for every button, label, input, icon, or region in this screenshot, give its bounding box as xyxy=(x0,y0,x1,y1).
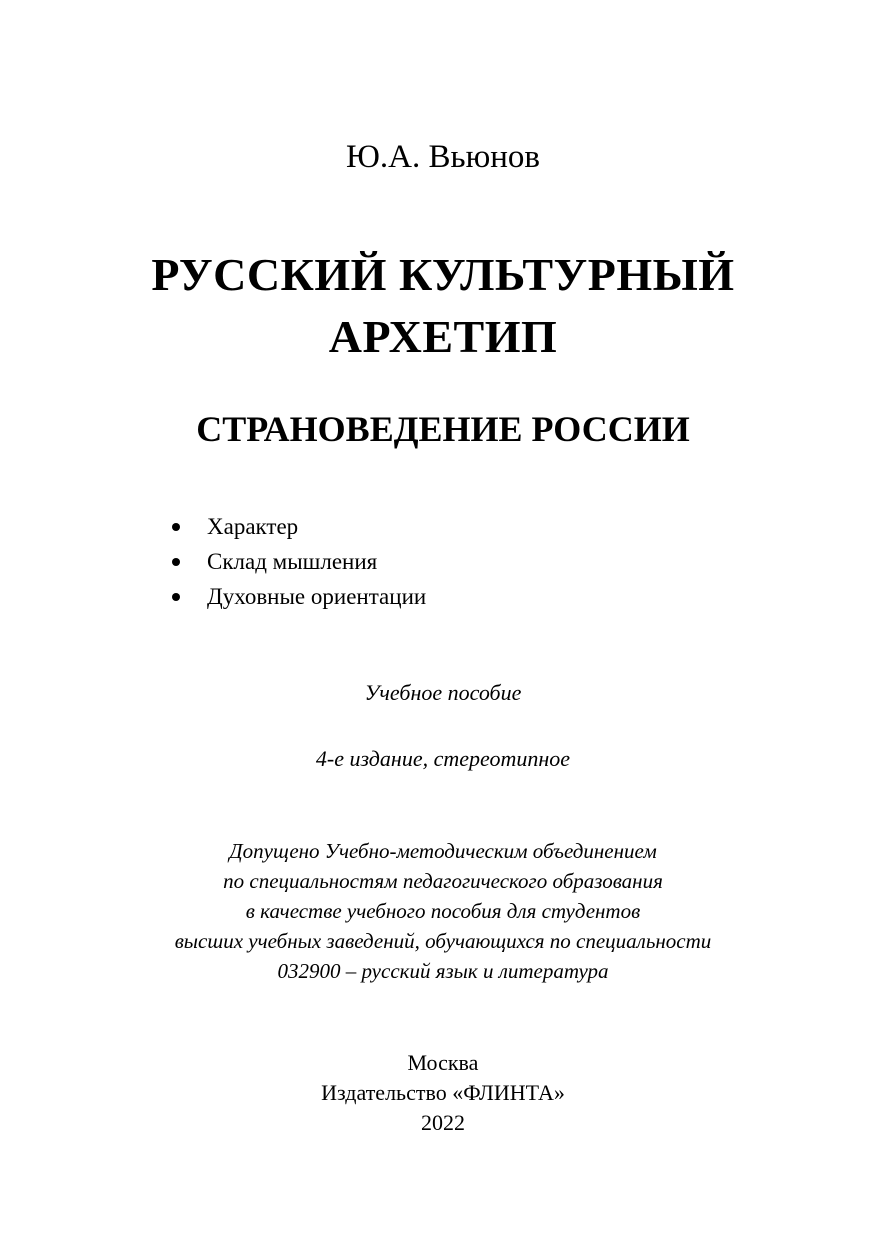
book-title-line: РУССКИЙ КУЛЬТУРНЫЙ xyxy=(151,249,735,300)
approval-statement xyxy=(0,836,886,986)
edition-note: 4-е издание, стереотипное xyxy=(315,746,571,771)
topic-label: Духовные ориентации xyxy=(207,584,427,609)
topic-label: Характер xyxy=(207,514,299,539)
publisher-city: Москва xyxy=(407,1050,479,1075)
publisher-block xyxy=(0,1048,886,1138)
topic-item xyxy=(168,544,426,579)
topic-label: Склад мышления xyxy=(207,549,378,574)
publication-year: 2022 xyxy=(421,1110,465,1135)
publisher-name: Издательство «ФЛИНТА» xyxy=(321,1080,565,1105)
topic-item xyxy=(168,509,426,544)
book-title-line: АРХЕТИП xyxy=(328,311,558,362)
approval-line: в качестве учебного пособия для студентов xyxy=(245,899,641,923)
bullet-icon xyxy=(172,558,180,566)
author-name: Ю.А. Вьюнов xyxy=(346,139,540,175)
approval-line: высших учебных заведений, обучающихся по специальности xyxy=(174,929,712,953)
approval-line: по специальностям педагогического образования xyxy=(223,869,663,893)
topics-list xyxy=(168,509,426,614)
bullet-icon xyxy=(172,593,180,601)
book-title xyxy=(0,244,886,368)
document-type: Учебное пособие xyxy=(364,680,522,705)
approval-line: 032900 – русский язык и литература xyxy=(277,959,609,983)
book-subtitle: СТРАНОВЕДЕНИЕ РОССИИ xyxy=(196,409,690,449)
approval-line: Допущено Учебно-методическим объединением xyxy=(229,839,657,863)
bullet-icon xyxy=(172,523,180,531)
topic-item xyxy=(168,579,426,614)
